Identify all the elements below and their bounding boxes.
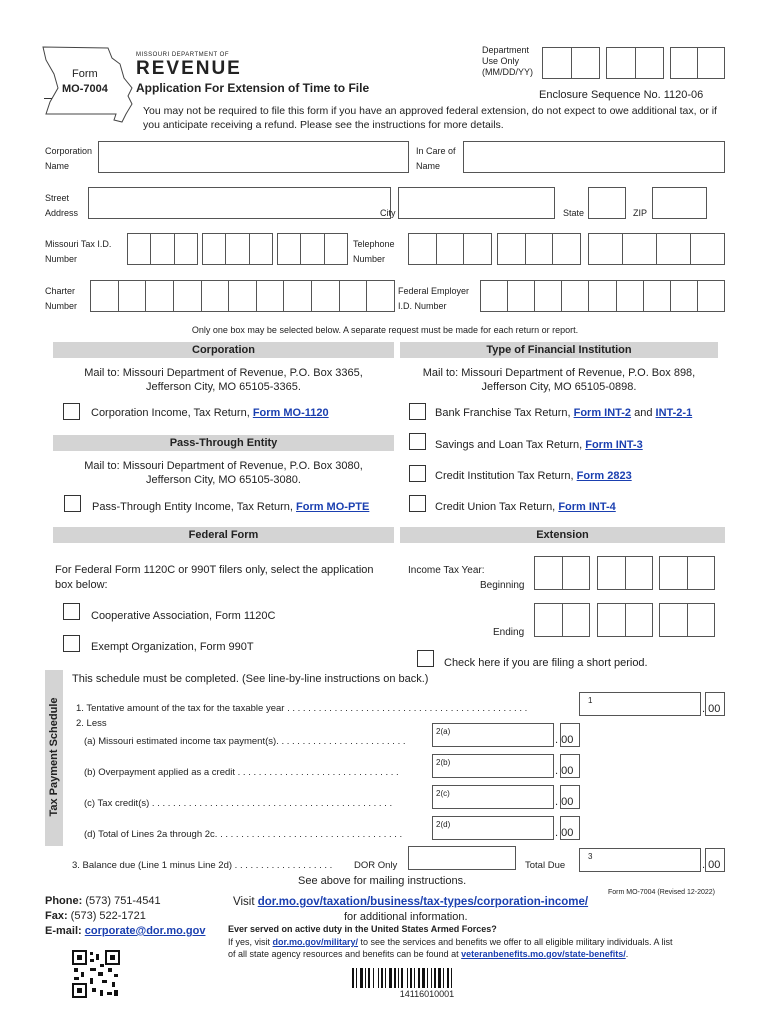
corporation-header: Corporation [53, 342, 394, 358]
total-due-label: Total Due [525, 860, 566, 871]
corporation-income-checkbox[interactable] [63, 403, 80, 420]
active-duty-question: Ever served on active duty in the United States Armed Forces? [228, 924, 497, 934]
financial-mail-to: Mail to: Missouri Department of Revenue, P.O. Box 898, Jefferson City, MO 65105-0898. [422, 367, 696, 393]
schedule-intro: This schedule must be completed. (See line-by-line instructions on back.) [72, 673, 429, 685]
intro-text: You may not be required to file this form if you have an approved federal extension, do not expect to owe additional tax, or if you anticipate receiving a refund. Please see the instructions for more details. [143, 105, 717, 131]
line-1-tag: 1 [588, 696, 593, 705]
form-title: Application For Extension of Time to File [136, 81, 370, 95]
line-2b-tag: 2(b) [436, 758, 451, 767]
tax-id-field-2[interactable] [202, 233, 273, 265]
city-field[interactable] [398, 187, 555, 219]
line-2a-field[interactable] [432, 723, 554, 747]
passthrough-header: Pass-Through Entity [53, 435, 394, 451]
savings-loan-checkbox[interactable] [409, 433, 426, 450]
city-label: City [380, 208, 396, 218]
dept-use-month [542, 47, 600, 79]
financial-header: Type of Financial Institution [400, 342, 718, 358]
beginning-year[interactable] [659, 556, 715, 590]
line-2a-tag: 2(a) [436, 727, 451, 736]
contact-block: Phone: (573) 751-4541 Fax: (573) 522-1721 E-mail: corporate@dor.mo.gov [45, 895, 206, 937]
tax-id-label: Missouri Tax I.D. Number [45, 239, 112, 264]
line-3-field[interactable] [579, 848, 701, 872]
form-mo-1120-link[interactable]: Form MO-1120 [252, 407, 329, 419]
credit-institution-checkbox[interactable] [409, 465, 426, 482]
phone-line-field[interactable] [588, 233, 725, 265]
line-1-field[interactable] [579, 692, 701, 716]
credit-union-option: Credit Union Tax Return, Form INT-4 [435, 501, 616, 513]
mailing-note: See above for mailing instructions. [298, 875, 467, 887]
qr-code-icon[interactable] [72, 950, 120, 998]
ending-month[interactable] [534, 603, 590, 637]
form-int-2-1-link[interactable]: INT-2-1 [655, 407, 693, 419]
dept-use-year [670, 47, 725, 79]
passthrough-income-option: Pass-Through Entity Income, Tax Return, Form MO-PTE [92, 501, 370, 513]
phone-area-field[interactable] [408, 233, 492, 265]
beginning-month[interactable] [534, 556, 590, 590]
schedule-side-label: Tax Payment Schedule [48, 697, 60, 817]
state-label: State [563, 208, 585, 218]
credit-institution-option: Credit Institution Tax Return, Form 2823 [435, 470, 632, 482]
cooperative-checkbox[interactable] [63, 603, 80, 620]
street-label: Street Address [45, 193, 79, 218]
military-link[interactable]: dor.mo.gov/military/ [272, 937, 359, 947]
line-2d-label: (d) Total of Lines 2a through 2c. . . . . . . . . . . . . . . . . . . . . . . . . . . . . . . . . . . . [84, 829, 403, 840]
line-3-label: 3. Balance due (Line 1 minus Line 2d) . . . . . . . . . . . . . . . . . . . [72, 860, 333, 871]
beginning-day[interactable] [597, 556, 653, 590]
line-2c-cents-text: . 00 [555, 796, 574, 808]
revenue-logo: REVENUE [136, 58, 242, 79]
select-note: Only one box may be selected below. A separate request must be made for each return or report. [191, 325, 579, 335]
bank-franchise-checkbox[interactable] [409, 403, 426, 420]
dor-only-field [408, 846, 516, 870]
line-3-tag: 3 [588, 852, 593, 861]
form-number: MO-7004 [62, 83, 108, 95]
contact-fax: (573) 522-1721 [67, 910, 146, 922]
line-2d-tag: 2(d) [436, 820, 451, 829]
contact-phone: (573) 751-4541 [82, 895, 161, 907]
beginning-label: Beginning [480, 580, 525, 591]
income-tax-year-label: Income Tax Year: [408, 565, 485, 576]
margin-mark [44, 98, 52, 99]
additional-info: for additional information. [344, 911, 468, 923]
line-2a-cents-text: . 00 [555, 734, 574, 746]
line-2d-cents-text: . 00 [555, 827, 574, 839]
barcode-icon [352, 968, 502, 988]
fein-field[interactable] [480, 280, 725, 312]
federal-header: Federal Form [53, 527, 394, 543]
schedule-side-bar [45, 670, 63, 846]
ending-label: Ending [493, 627, 525, 638]
form-int-3-link[interactable]: Form INT-3 [585, 439, 643, 451]
zip-label: ZIP [633, 208, 648, 218]
tax-id-field-1[interactable] [127, 233, 198, 265]
line-2-label: 2. Less [76, 718, 107, 729]
line-2b-field[interactable] [432, 754, 554, 778]
form-word: Form [72, 68, 98, 80]
exempt-org-option: Exempt Organization, Form 990T [91, 641, 254, 653]
form-mo-pte-link[interactable]: Form MO-PTE [296, 501, 370, 513]
dor-only-label: DOR Only [354, 860, 398, 871]
form-int-4-link[interactable]: Form INT-4 [558, 501, 616, 513]
phone-prefix-field[interactable] [497, 233, 581, 265]
line-3-cents-text: . 00 [702, 859, 721, 871]
dept-use-day [606, 47, 664, 79]
fein-label: Federal Employer I.D. Number [398, 286, 470, 311]
zip-field[interactable] [652, 187, 707, 219]
line-2b-label: (b) Overpayment applied as a credit . . . . . . . . . . . . . . . . . . . . . . . . . . . . . . . [84, 767, 399, 778]
exempt-org-checkbox[interactable] [63, 635, 80, 652]
charter-label: Charter Number [45, 286, 78, 311]
credit-union-checkbox[interactable] [409, 495, 426, 512]
care-of-label: In Care of Name [416, 146, 456, 171]
line-2c-tag: 2(c) [436, 789, 450, 798]
barcode-number: 14116010001 [399, 989, 455, 999]
extension-header: Extension [400, 527, 725, 543]
form-int-2-link[interactable]: Form INT-2 [573, 407, 632, 419]
active-duty-text: If yes, visit dor.mo.gov/military/ to see the services and benefits we offer to all eligible military individuals. A list of all state agency resources and benefits can be found at veteranbenefits.mo.gov/state-benefits/. [228, 937, 673, 959]
passthrough-mail-to: Mail to: Missouri Department of Revenue, P.O. Box 3080, Jefferson City, MO 65105-3080. [84, 460, 363, 486]
street-address-field[interactable] [88, 187, 391, 219]
dept-use-label: Department Use Only (MM/DD/YY) [482, 45, 533, 77]
passthrough-income-checkbox[interactable] [64, 495, 81, 512]
ending-day[interactable] [597, 603, 653, 637]
corp-name-label: Corporation Name [45, 146, 93, 171]
short-period-checkbox[interactable] [417, 650, 434, 667]
state-field[interactable] [588, 187, 626, 219]
veteran-benefits-link[interactable]: veteranbenefits.mo.gov/state-benefits/ [461, 949, 626, 959]
in-care-of-field[interactable] [463, 141, 725, 173]
line-2b-cents-text: . 00 [555, 765, 574, 777]
short-period-label: Check here if you are filing a short period. [444, 657, 648, 669]
line-1-label: 1. Tentative amount of the tax for the taxable year . . . . . . . . . . . . . . . . . . . . . . . . . . . . . . . . . . . . . . . . . . . . . . [76, 703, 528, 714]
line-2a-label: (a) Missouri estimated income tax payment(s). . . . . . . . . . . . . . . . . . . . . . . . . [84, 736, 406, 747]
enclosure-sequence: Enclosure Sequence No. 1120-06 [539, 89, 704, 101]
corporation-mail-to: Mail to: Missouri Department of Revenue, P.O. Box 3365, Jefferson City, MO 65105-3365. [84, 367, 363, 393]
form-2823-link[interactable]: Form 2823 [576, 470, 632, 482]
ending-year[interactable] [659, 603, 715, 637]
form-revision: Form MO-7004 (Revised 12-2022) [608, 889, 715, 896]
telephone-label: Telephone Number [353, 239, 395, 264]
corporation-name-field[interactable] [98, 141, 409, 173]
visit-line: Visit dor.mo.gov/taxation/business/tax-types/corporation-income/ [233, 896, 589, 908]
contact-email-link[interactable]: corporate@dor.mo.gov [84, 925, 206, 937]
corporation-income-url-link[interactable]: dor.mo.gov/taxation/business/tax-types/corporation-income/ [257, 896, 589, 908]
cooperative-option: Cooperative Association, Form 1120C [91, 610, 276, 622]
savings-loan-option: Savings and Loan Tax Return, Form INT-3 [435, 439, 643, 451]
bank-franchise-option: Bank Franchise Tax Return, Form INT-2 and INT-2-1 [435, 407, 693, 419]
line-1-cents-text: . 00 [702, 703, 721, 715]
dept-label: MISSOURI DEPARTMENT OF [136, 52, 230, 58]
federal-description: For Federal Form 1120C or 990T filers only, select the application box below: [55, 564, 374, 591]
line-2c-field[interactable] [432, 785, 554, 809]
charter-number-field[interactable] [90, 280, 395, 312]
tax-id-field-3[interactable] [277, 233, 348, 265]
line-2c-label: (c) Tax credit(s) . . . . . . . . . . . . . . . . . . . . . . . . . . . . . . . . . . . . . . . . . . . . . . [84, 798, 393, 809]
corporation-income-option: Corporation Income, Tax Return, Form MO-1120 [91, 407, 329, 419]
line-2d-field[interactable] [432, 816, 554, 840]
